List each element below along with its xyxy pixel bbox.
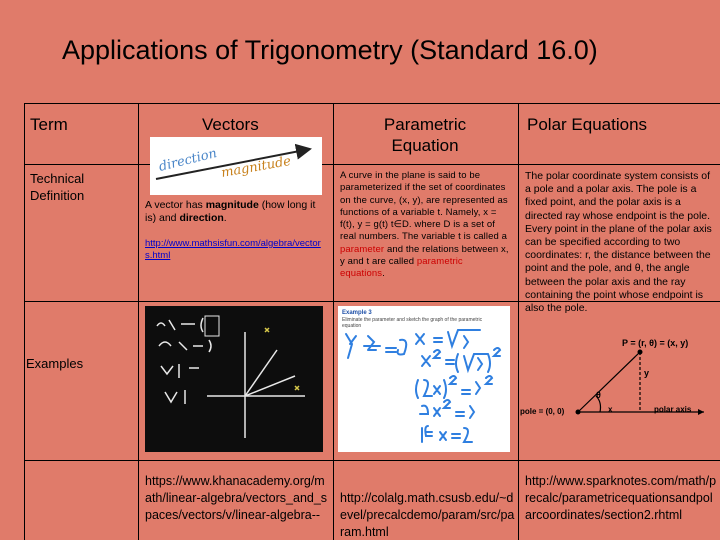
vector-example-image <box>145 306 323 452</box>
grid-line <box>138 103 139 540</box>
example-title: Example 3 <box>342 310 372 316</box>
grid-line <box>518 103 519 540</box>
grid-line <box>24 460 720 461</box>
grid-line <box>24 103 25 540</box>
row-label-definition: Technical Definition <box>30 171 85 203</box>
example-text: Eliminate the parameter and sketch the graph of the parametric equation <box>342 317 483 329</box>
vector-diagram-image <box>150 137 322 195</box>
polar-x-label: x <box>608 405 613 414</box>
header-term: Term <box>30 115 68 134</box>
vectors-definition: A vector has magnitude (how long it is) and direction. <box>145 199 316 225</box>
header-parametric: Parametric Equation <box>383 115 467 155</box>
parametric-example-image <box>338 306 510 452</box>
polar-theta-label: θ <box>596 390 601 400</box>
polar-y-label: y <box>644 368 650 378</box>
polar-diagram <box>518 332 720 460</box>
parametric-definition: A curve in the plane is said to be parameterized if the set of coordinates on the curve, (x, y), are represented as functions of a variable t. Namely, x = f(t), y = g(t) t∈D. where D is a set of real numbers. The variable t is called a parameter and the relations between x, y and t are called parametric equations. <box>340 170 509 280</box>
vectors-link[interactable]: http://www.mathsisfun.com/algebra/vectors.html <box>145 238 321 261</box>
grid-line <box>24 103 720 104</box>
row-label-examples: Examples <box>26 356 84 371</box>
polar-pole-label: pole = (0, 0) <box>520 407 565 416</box>
grid-line <box>24 164 720 165</box>
grid-line <box>333 103 334 540</box>
parametric-example-url[interactable]: http://colalg.math.csusb.edu/~devel/precalcdemo/param/src/param.html <box>340 491 515 539</box>
header-vectors: Vectors <box>202 115 259 134</box>
vectors-example-url[interactable]: https://www.khanacademy.org/math/linear-algebra/vectors_and_spaces/vectors/v/linear-algebra-- <box>145 474 328 522</box>
polar-example-url[interactable]: http://www.sparknotes.com/math/precalc/parametricequationsandpolarcoordinates/section2.rhtml <box>525 474 717 522</box>
polar-axis-label: polar axis <box>654 405 692 414</box>
polar-definition: The polar coordinate system consists of a pole and a polar axis. The pole is a fixed point, and the polar axis is a directed ray whose endpoint is the pole. Every point in the plane of the polar axis can be specified according to two coordinates: r, the distance between the point and the pole, and θ, the angle between the polar axis and the ray containing the point whose endpoint is also the pole. <box>525 170 712 315</box>
vector-direction-label: direction <box>157 145 219 175</box>
vector-magnitude-label: magnitude <box>220 153 293 181</box>
header-polar: Polar Equations <box>527 115 648 134</box>
page-title: Applications of Trigonometry (Standard 16.0) <box>62 35 598 65</box>
polar-point-label: P = (r, θ) = (x, y) <box>622 338 689 348</box>
handwriting <box>338 306 510 452</box>
